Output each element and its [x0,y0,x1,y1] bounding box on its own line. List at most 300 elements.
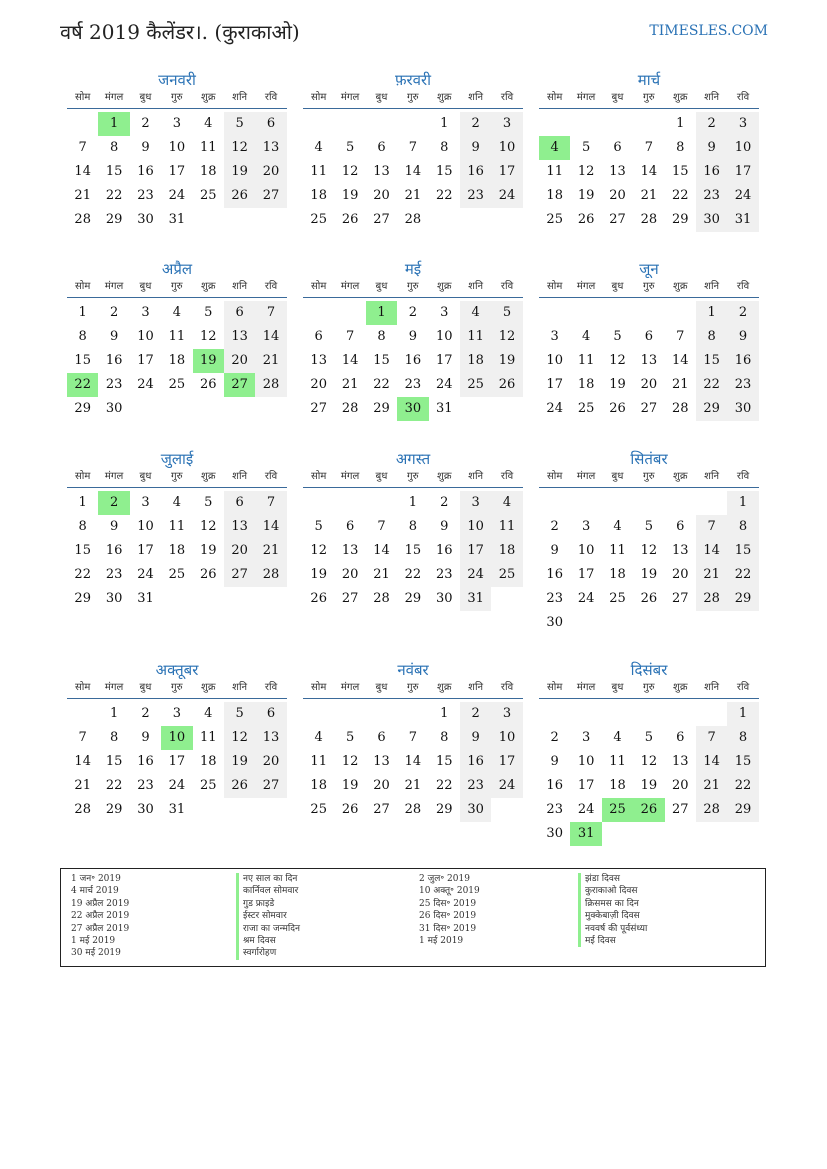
day-cell: 8 [696,325,727,349]
month-name: जुलाई [160,450,194,468]
day-cell: 13 [671,754,689,769]
day-cell: 5 [644,730,653,745]
day-cell: 30 [137,802,154,817]
month-name: मई [404,260,422,278]
day-cell: 19 [491,349,522,373]
month-block [303,70,523,232]
month-block [303,660,523,822]
weekday-label: बुध [375,92,388,103]
day-grid [303,112,523,232]
day-cell: 2 [141,116,150,131]
day-cell: 22 [67,373,98,397]
day-cell: 4 [204,706,213,721]
day-cell: 27 [671,591,689,606]
day-cell: 24 [168,188,186,203]
day-cell: 9 [109,329,119,344]
day-cell: 27 [255,774,286,798]
weekday-label: गुरु [171,92,183,103]
weekday-header [539,469,759,488]
weekday-header [303,680,523,699]
day-grid [539,112,759,232]
day-cell: 2 [696,112,727,136]
day-cell: 8 [440,140,449,155]
day-cell: 15 [105,164,123,179]
day-cell: 10 [491,136,522,160]
weekday-label: बुध [139,92,152,103]
day-cell: 20 [341,567,359,582]
weekday-label: मंगल [340,281,360,292]
day-cell: 15 [727,539,758,563]
month-name: दिसंबर [630,661,668,679]
empty-cell [602,112,633,136]
day-cell: 11 [577,353,595,368]
weekday-label: गुरु [407,92,419,103]
weekday-label: मंगल [104,281,124,292]
day-cell: 28 [671,401,689,416]
day-cell: 5 [644,519,653,534]
weekday-label: बुध [611,471,624,482]
day-cell: 24 [491,774,522,798]
day-cell: 1 [727,491,758,515]
weekday-label: बुध [611,92,624,103]
day-cell: 16 [137,164,154,179]
day-cell: 7 [78,140,87,155]
day-cell: 27 [341,591,359,606]
day-cell: 8 [408,519,417,534]
legend-entry: 10 अक्तू॰ 2019 [419,886,480,897]
day-cell: 16 [546,778,563,793]
day-grid [67,112,287,232]
day-cell: 7 [408,140,417,155]
month-name: जनवरी [158,71,196,89]
day-cell: 13 [224,515,255,539]
day-cell: 6 [613,140,622,155]
month-name: सितंबर [630,450,668,468]
empty-cell [334,702,365,726]
empty-cell [303,702,334,726]
legend-entry: श्रम दिवस [236,935,300,947]
legend-names-col2 [578,873,647,947]
day-cell: 12 [609,353,626,368]
day-cell: 16 [696,160,727,184]
day-cell: 25 [310,802,327,817]
day-cell: 17 [577,567,595,582]
weekday-label: बुध [375,471,388,482]
weekday-label: रवि [264,281,278,292]
month-name: नवंबर [397,661,429,679]
day-cell: 12 [199,329,217,344]
day-cell: 22 [74,567,91,582]
empty-cell [397,702,428,726]
day-cell: 14 [255,515,286,539]
legend-entry: राजा का जन्मदिन [236,923,300,935]
day-cell: 11 [310,164,327,179]
weekday-label: शुक्र [201,471,216,482]
day-cell: 18 [168,353,186,368]
day-cell: 26 [577,212,595,227]
day-cell: 28 [696,798,727,822]
day-cell: 23 [435,567,453,582]
day-cell: 14 [404,754,422,769]
weekday-label: शनि [704,682,720,693]
day-cell: 13 [255,726,286,750]
weekday-header [67,469,287,488]
day-cell: 9 [550,754,559,769]
weekday-label: शुक्र [437,281,452,292]
day-cell: 15 [727,750,758,774]
day-cell: 8 [78,329,87,344]
weekday-label: मंगल [340,471,360,482]
day-cell: 14 [404,164,422,179]
day-grid [539,491,759,635]
weekday-label: शुक्र [673,682,688,693]
day-cell: 25 [577,401,595,416]
day-cell: 2 [98,491,129,515]
weekday-label: गुरु [407,682,419,693]
day-cell: 29 [105,802,123,817]
day-cell: 22 [435,188,453,203]
month-name: अगस्त [395,450,431,468]
day-cell: 2 [141,706,150,721]
site-brand-link[interactable]: TIMESLES.COM [649,23,768,39]
day-cell: 24 [727,184,758,208]
day-cell: 19 [310,567,327,582]
day-cell: 24 [137,567,154,582]
day-cell: 21 [341,377,359,392]
legend-entry: नववर्ष की पूर्वसंध्या [578,923,647,935]
weekday-label: शनि [232,471,248,482]
weekday-label: सोम [311,281,327,292]
day-cell: 6 [345,519,355,534]
day-cell: 2 [727,301,758,325]
legend-entry: स्वर्गारोहण [236,947,300,959]
day-cell: 6 [314,329,323,344]
day-cell: 8 [78,519,87,534]
month-block [303,449,523,611]
weekday-label: बुध [139,471,152,482]
day-cell: 4 [460,301,491,325]
day-cell: 16 [727,349,758,373]
weekday-label: शनि [468,471,484,482]
day-cell: 23 [727,373,758,397]
weekday-header [67,90,287,109]
day-cell: 30 [546,826,563,841]
empty-cell [602,702,633,726]
day-cell: 14 [640,164,658,179]
day-cell: 11 [310,754,327,769]
day-cell: 2 [460,112,491,136]
day-cell: 28 [255,373,286,397]
day-cell: 3 [491,112,522,136]
day-cell: 24 [137,377,154,392]
day-cell: 6 [676,730,685,745]
day-cell: 30 [105,401,123,416]
month-name: अक्तूबर [155,661,199,679]
day-cell: 22 [435,778,453,793]
day-cell: 6 [224,491,255,515]
day-cell: 21 [74,188,91,203]
empty-cell [633,491,664,515]
day-cell: 29 [373,401,390,416]
weekday-label: गुरु [407,471,419,482]
day-cell: 20 [255,750,286,774]
day-cell: 19 [199,543,217,558]
day-cell: 8 [727,726,758,750]
weekday-label: गुरु [171,682,183,693]
day-cell: 31 [137,591,154,606]
day-cell: 3 [491,702,522,726]
day-cell: 29 [727,587,758,611]
day-cell: 24 [577,802,595,817]
day-cell: 12 [199,519,217,534]
day-cell: 17 [137,543,154,558]
weekday-label: मंगल [576,92,596,103]
day-cell: 14 [74,754,91,769]
day-cell: 8 [676,140,685,155]
day-cell: 4 [539,136,570,160]
day-cell: 18 [491,539,522,563]
day-cell: 21 [696,563,727,587]
day-cell: 10 [491,726,522,750]
day-cell: 11 [168,519,186,534]
legend-entry: 27 अप्रैल 2019 [71,923,130,934]
day-cell: 29 [435,802,453,817]
weekday-label: सोम [311,682,327,693]
day-cell: 15 [435,754,453,769]
empty-cell [665,491,696,515]
weekday-header [539,680,759,699]
day-cell: 28 [404,212,422,227]
day-cell: 3 [172,706,181,721]
day-cell: 31 [460,587,491,611]
weekday-header [67,680,287,699]
day-cell: 21 [404,778,422,793]
day-cell: 5 [314,519,323,534]
day-cell: 3 [172,116,181,131]
day-cell: 2 [109,305,119,320]
day-cell: 26 [491,373,522,397]
empty-cell [539,112,570,136]
day-cell: 13 [671,543,689,558]
weekday-label: बुध [375,682,388,693]
legend-entry: कार्निवल सोमवार [236,885,300,897]
day-cell: 27 [373,212,390,227]
day-cell: 21 [255,349,286,373]
weekday-label: शुक्र [201,682,216,693]
weekday-label: मंगल [576,682,596,693]
legend-dates-col2 [419,873,480,947]
legend-entry: गुड फ्राइडे [236,898,300,910]
day-cell: 10 [460,515,491,539]
day-cell: 21 [696,774,727,798]
day-cell: 16 [460,750,491,774]
day-cell: 9 [696,136,727,160]
day-cell: 17 [435,353,453,368]
day-cell: 11 [199,730,217,745]
day-cell: 20 [224,539,255,563]
day-cell: 19 [577,188,595,203]
day-cell: 2 [408,305,417,320]
day-cell: 17 [491,750,522,774]
day-cell: 26 [609,401,626,416]
day-cell: 28 [255,563,286,587]
day-cell: 5 [224,702,255,726]
day-cell: 23 [696,184,727,208]
empty-cell [303,491,334,515]
day-cell: 28 [404,802,422,817]
day-cell: 6 [255,112,286,136]
day-cell: 5 [613,329,622,344]
day-cell: 17 [168,164,186,179]
day-grid [303,702,523,822]
weekday-label: मंगल [340,92,360,103]
day-cell: 31 [168,802,186,817]
day-cell: 1 [440,706,449,721]
empty-cell [397,112,428,136]
month-block [539,660,759,846]
weekday-label: शनि [704,471,720,482]
day-cell: 18 [199,754,217,769]
weekday-label: मंगल [576,281,596,292]
day-cell: 27 [609,212,626,227]
day-cell: 7 [255,301,286,325]
day-cell: 17 [137,353,154,368]
weekday-label: मंगल [104,682,124,693]
day-cell: 8 [109,140,119,155]
day-cell: 21 [404,188,422,203]
legend-entry: 26 दिस॰ 2019 [419,911,477,922]
empty-cell [67,702,98,726]
day-cell: 16 [105,543,123,558]
day-cell: 25 [460,373,491,397]
day-cell: 29 [696,397,727,421]
empty-cell [696,491,727,515]
day-cell: 15 [404,543,422,558]
legend-dates-col1 [71,873,129,960]
weekday-label: रवि [736,92,750,103]
weekday-label: शुक्र [673,281,688,292]
day-cell: 22 [696,373,727,397]
month-block [67,660,287,822]
day-cell: 10 [546,353,563,368]
day-cell: 31 [570,822,601,846]
day-cell: 1 [440,116,449,131]
day-cell: 11 [609,543,626,558]
day-cell: 27 [373,802,390,817]
day-cell: 26 [199,567,217,582]
day-cell: 8 [109,730,119,745]
day-grid [303,301,523,421]
weekday-label: मंगल [104,471,124,482]
day-cell: 20 [671,567,689,582]
day-cell: 6 [377,730,386,745]
legend-entry: 4 मार्च 2019 [71,886,119,897]
day-cell: 4 [613,730,622,745]
weekday-label: सोम [311,92,327,103]
day-cell: 24 [460,563,491,587]
day-cell: 17 [577,778,595,793]
day-cell: 11 [460,325,491,349]
day-cell: 30 [435,591,453,606]
day-cell: 18 [168,543,186,558]
weekday-label: बुध [611,281,624,292]
day-cell: 20 [671,778,689,793]
month-block [539,259,759,421]
day-cell: 14 [373,543,390,558]
day-cell: 3 [141,305,150,320]
day-cell: 9 [408,329,417,344]
weekday-label: सोम [75,471,91,482]
empty-cell [665,702,696,726]
day-cell: 27 [224,373,255,397]
day-cell: 13 [609,164,626,179]
weekday-label: शुक्र [437,471,452,482]
day-cell: 19 [640,778,658,793]
day-cell: 26 [310,591,327,606]
weekday-label: शुक्र [201,281,216,292]
empty-cell [665,301,696,325]
legend-entry: क्रिसमस का दिन [578,898,647,910]
day-cell: 1 [676,116,685,131]
day-cell: 30 [696,208,727,232]
empty-cell [366,112,397,136]
day-cell: 7 [676,329,685,344]
day-cell: 12 [341,754,359,769]
day-cell: 25 [491,563,522,587]
day-cell: 4 [172,305,181,320]
legend-entry: मई दिवस [578,935,647,947]
day-cell: 9 [460,726,491,750]
day-cell: 7 [644,140,653,155]
weekday-header [303,90,523,109]
day-cell: 15 [671,164,689,179]
legend-entry: मुक्केबाज़ी दिवस [578,910,647,922]
weekday-label: सोम [547,682,563,693]
day-cell: 10 [161,726,192,750]
day-cell: 15 [74,543,91,558]
day-cell: 5 [345,730,355,745]
weekday-label: सोम [75,281,91,292]
day-cell: 9 [727,325,758,349]
weekday-label: सोम [547,281,563,292]
day-cell: 20 [640,377,658,392]
day-cell: 7 [78,730,87,745]
day-cell: 27 [310,401,327,416]
month-name: अप्रैल [161,260,193,278]
day-cell: 5 [204,495,213,510]
day-cell: 7 [377,519,386,534]
day-cell: 7 [696,726,727,750]
day-cell: 1 [78,495,87,510]
day-cell: 16 [546,567,563,582]
day-cell: 17 [460,539,491,563]
day-cell: 23 [460,774,491,798]
day-cell: 19 [224,160,255,184]
day-cell: 27 [224,563,255,587]
day-cell: 28 [74,802,91,817]
day-cell: 25 [602,798,633,822]
weekday-header [539,279,759,298]
day-cell: 6 [224,301,255,325]
day-cell: 21 [255,539,286,563]
day-cell: 25 [199,778,217,793]
day-cell: 4 [613,519,622,534]
weekday-label: रवि [500,682,514,693]
weekday-label: बुध [611,682,624,693]
day-cell: 30 [460,798,491,822]
day-cell: 23 [546,802,563,817]
empty-cell [633,702,664,726]
